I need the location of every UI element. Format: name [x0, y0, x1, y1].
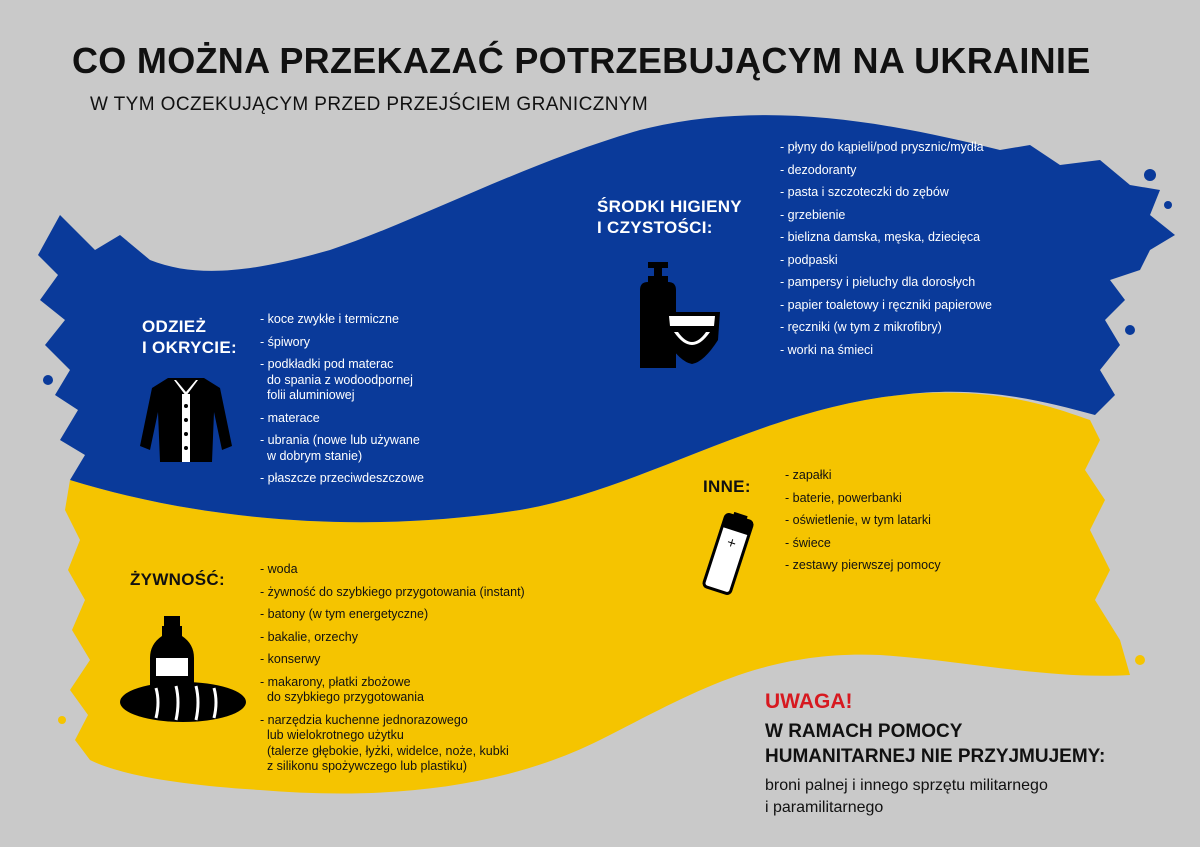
soap-and-diaper-icon: [634, 260, 724, 372]
list-item: - grzebienie: [780, 207, 846, 222]
list-item: - batony (w tym energetyczne): [260, 607, 429, 621]
food-list: [260, 562, 525, 775]
list-item: - podkładki pod materac do spania z wodoodpornej folii aluminiowej: [260, 357, 413, 402]
list-item: - oświetlenie, w tym latarki: [785, 513, 931, 527]
list-item: - zestawy pierwszej pomocy: [785, 558, 941, 572]
list-item: - materace: [260, 410, 320, 425]
splatter: [58, 716, 66, 724]
warning-heading: UWAGA!: [765, 690, 853, 713]
food-section-title: ŻYWNOŚĆ:: [130, 570, 225, 589]
battery-icon: [698, 512, 758, 596]
list-item: - podpaski: [780, 252, 838, 267]
list-item: - woda: [260, 562, 298, 576]
jacket-icon: [138, 376, 234, 466]
splatter: [43, 375, 53, 385]
list-item: - świece: [785, 535, 831, 550]
list-item: - żywność do szybkiego przygotowania (instant): [260, 584, 525, 599]
svg-text:+: +: [724, 534, 739, 551]
list-item: - baterie, powerbanki: [785, 490, 902, 505]
splatter: [1144, 169, 1156, 181]
splatter: [1125, 325, 1135, 335]
splatter: [1135, 655, 1145, 665]
splatter: [1164, 201, 1172, 209]
page-title: CO MOŻNA PRZEKAZAĆ POTRZEBUJĄCYM NA UKRAINIE: [72, 40, 1091, 81]
list-item: - koce zwykłe i termiczne: [260, 312, 399, 326]
list-item: - pampersy i pieluchy dla dorosłych: [780, 275, 976, 289]
list-item: - narzędzia kuchenne jednorazowego lub wielokrotnego użytku (talerze głębokie, łyżki, widelce, noże, kubki z silikonu spożywczego lub plastiku): [260, 712, 509, 773]
list-item: - konserwy: [260, 652, 321, 666]
other-list: [785, 468, 941, 574]
list-item: - zapałki: [785, 468, 832, 482]
list-item: - ubrania (nowe lub używane w dobrym stanie): [260, 433, 420, 463]
warning-text: broni palnej i innego sprzętu militarnego i paramilitarnego: [765, 777, 1048, 816]
page-subtitle: W TYM OCZEKUJĄCYM PRZED PRZEJŚCIEM GRANICZNYM: [90, 94, 649, 115]
list-item: - płaszcze przeciwdeszczowe: [260, 471, 424, 485]
bottle-and-bread-icon: [118, 614, 248, 726]
list-item: - bielizna damska, męska, dziecięca: [780, 230, 981, 244]
list-item: - pasta i szczoteczki do zębów: [780, 185, 949, 199]
list-item: - worki na śmieci: [780, 342, 874, 357]
clothing-section-title: ODZIEŻ I OKRYCIE:: [142, 317, 237, 357]
list-item: - ręczniki (w tym z mikrofibry): [780, 320, 942, 334]
list-item: - makarony, płatki zbożowe do szybkiego przygotowania: [260, 674, 424, 704]
list-item: - śpiwory: [260, 334, 311, 349]
clothing-list: [260, 312, 424, 487]
other-section-title: INNE:: [703, 477, 751, 496]
hygiene-list: [780, 140, 992, 358]
hygiene-section-title: ŚRODKI HIGIENY I CZYSTOŚCI:: [597, 197, 742, 237]
list-item: - dezodoranty: [780, 162, 857, 177]
list-item: - płyny do kąpieli/pod prysznic/mydła: [780, 140, 984, 154]
list-item: - papier toaletowy i ręczniki papierowe: [780, 297, 992, 312]
list-item: - bakalie, orzechy: [260, 629, 358, 644]
warning-subheading: W RAMACH POMOCY HUMANITARNEJ NIE PRZYJMUJEMY:: [765, 721, 1106, 767]
